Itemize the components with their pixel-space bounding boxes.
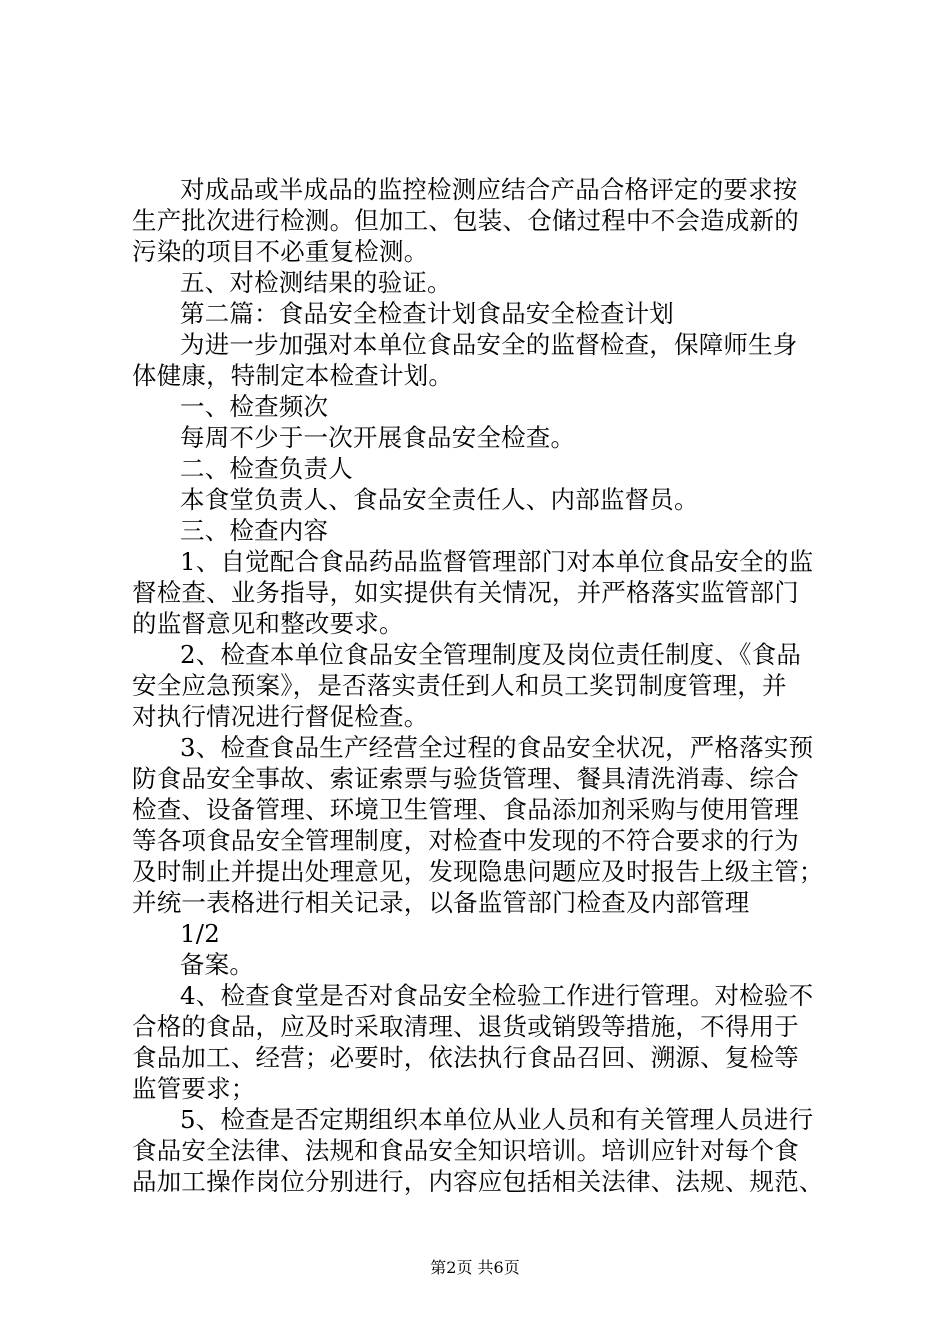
document-body <box>132 174 836 1197</box>
text-line: 对成品或半成品的监控检测应结合产品合格评定的要求按 <box>180 175 798 204</box>
text-line: 第二篇：食品安全检查计划食品安全检查计划 <box>180 299 674 328</box>
text-line: 生产批次进行检测。但加工、包装、仓储过程中不会造成新的 <box>132 206 799 235</box>
text-line: 备案。 <box>180 950 255 979</box>
text-line: 三、检查内容 <box>180 516 329 545</box>
text-line: 安全应急预案》，是否落实责任到人和员工奖罚制度管理，并 <box>132 671 787 700</box>
text-line: 对执行情况进行督促检查。 <box>132 702 429 731</box>
text-line: 3、检查食品生产经营全过程的食品安全状况，严格落实预 <box>180 733 814 762</box>
page-footer: 第2页 共6页 <box>430 1258 520 1277</box>
text-line: 为进一步加强对本单位食品安全的监督检查，保障师生身 <box>180 330 798 359</box>
text-line: 并统一表格进行相关记录，以备监管部门检查及内部管理 <box>132 888 750 917</box>
text-line: 等各项食品安全管理制度，对检查中发现的不符合要求的行为 <box>132 826 799 855</box>
text-line: 品加工操作岗位分别进行，内容应包括相关法律、法规、规范、 <box>132 1167 824 1196</box>
text-line: 及时制止并提出处理意见，发现隐患问题应及时报告上级主管； <box>132 857 824 886</box>
text-line: 体健康，特制定本检查计划。 <box>132 361 454 390</box>
text-line: 二、检查负责人 <box>180 454 353 483</box>
text-line: 防食品安全事故、索证索票与验货管理、餐具清洗消毒、综合 <box>132 764 799 793</box>
text-line: 督检查、业务指导，如实提供有关情况，并严格落实监管部门 <box>132 578 799 607</box>
text-line: 食品安全法律、法规和食品安全知识培训。培训应针对每个食 <box>132 1136 799 1165</box>
text-line: 食品加工、经营；必要时，依法执行食品召回、溯源、复检等 <box>132 1043 799 1072</box>
text-line: 1、自觉配合食品药品监督管理部门对本单位食品安全的监 <box>180 547 814 576</box>
text-line: 本食堂负责人、食品安全责任人、内部监督员。 <box>180 485 699 514</box>
text-line: 2、检查本单位食品安全管理制度及岗位责任制度、《食品 <box>180 640 802 669</box>
text-line: 一、检查频次 <box>180 392 329 421</box>
text-line: 五、对检测结果的验证。 <box>180 268 452 297</box>
text-line: 每周不少于一次开展食品安全检查。 <box>180 423 576 452</box>
text-line: 检查、设备管理、环境卫生管理、食品添加剂采购与使用管理 <box>132 795 799 824</box>
text-line: 1/2 <box>180 919 221 948</box>
text-line: 合格的食品，应及时采取清理、退货或销毁等措施，不得用于 <box>132 1012 799 1041</box>
text-line: 4、检查食堂是否对食品安全检验工作进行管理。对检验不 <box>180 981 814 1010</box>
text-line: 5、检查是否定期组织本单位从业人员和有关管理人员进行 <box>180 1105 814 1134</box>
text-line: 监管要求； <box>132 1074 256 1103</box>
text-line: 污染的项目不必重复检测。 <box>132 237 429 266</box>
text-line: 的监督意见和整改要求。 <box>132 609 404 638</box>
